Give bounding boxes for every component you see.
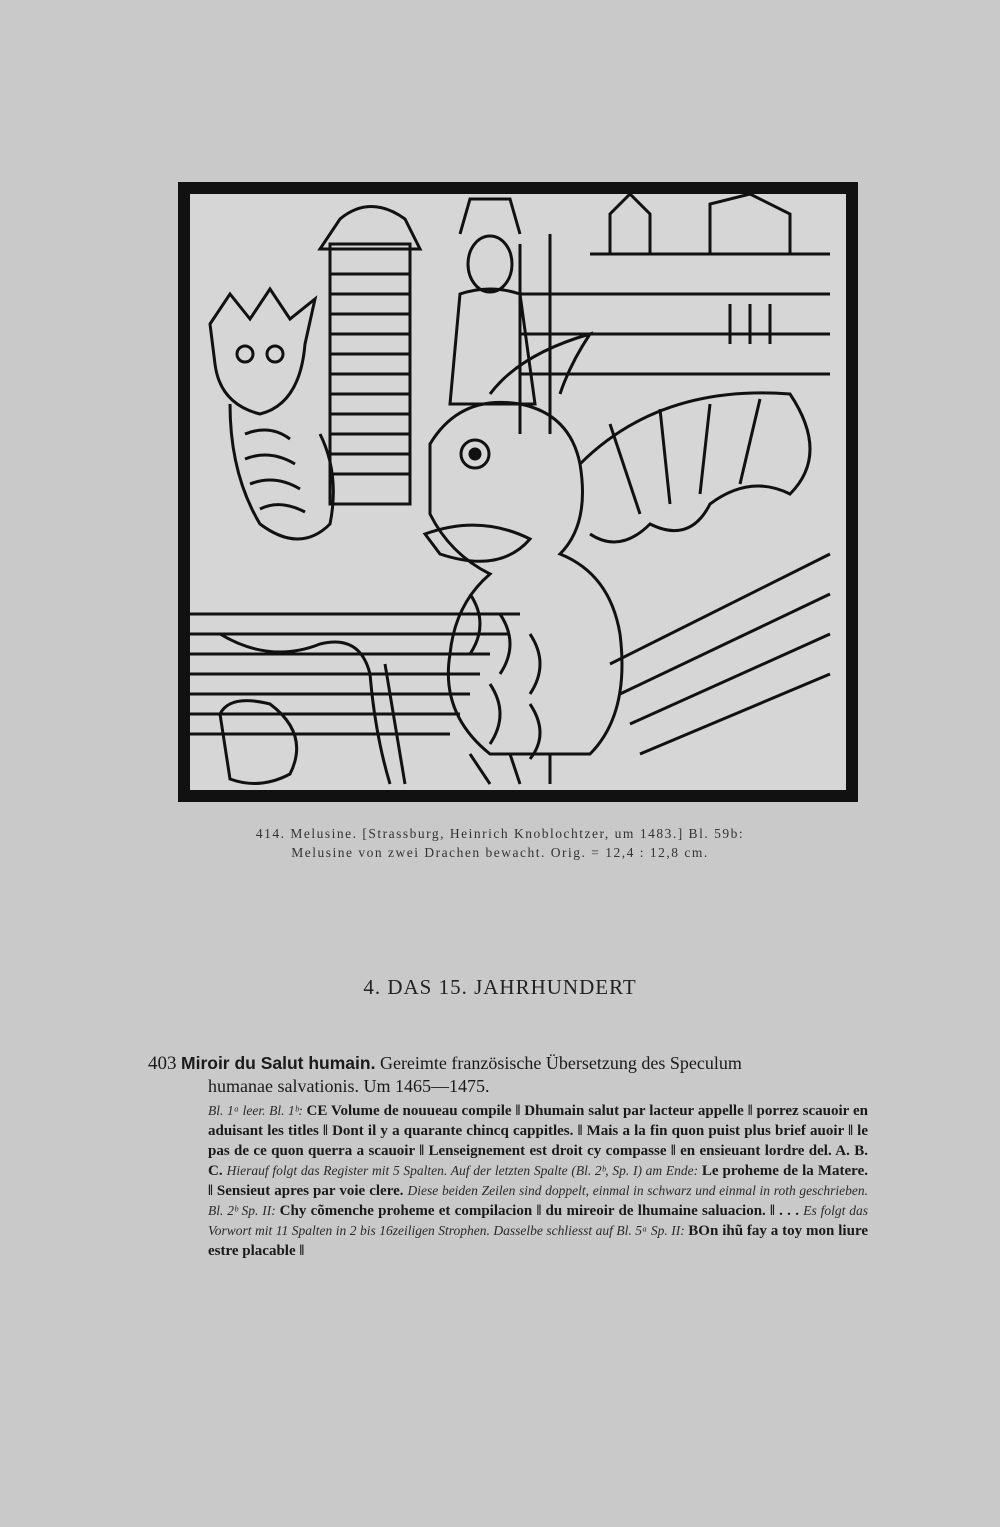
figure-caption-line-2: Melusine von zwei Drachen bewacht. Orig. = 12,4 : 12,8 cm. (291, 845, 709, 860)
description-segment: Bl. 1ᵃ leer. Bl. 1ᵇ: (208, 1103, 307, 1118)
description-segment: Le proheme de la Matere. ‖ Sensieut apres par voie clere. (208, 1163, 868, 1199)
catalog-entry (148, 1052, 868, 1261)
description-segment: Hierauf folgt das Register mit 5 Spalten. Auf der letzten Spalte (Bl. 2ᵇ, Sp. I) am Ende: (226, 1163, 702, 1178)
description-segment: Diese beiden Zeilen sind doppelt, einmal in schwarz und einmal in roth geschrieben. Bl. 2ᵇ Sp. II: (208, 1183, 868, 1218)
entry-number: 403 (148, 1053, 177, 1074)
figure-caption-line-1: 414. Melusine. [Strassburg, Heinrich Knoblochtzer, um 1483.] Bl. 59b: (255, 826, 745, 841)
melusine-dragons-woodcut (190, 194, 846, 790)
entry-description (148, 1101, 868, 1261)
entry-subtitle-continued: humanae salvationis. Um 1465—1475. (208, 1076, 490, 1096)
entry-title: Miroir du Salut humain. (181, 1053, 376, 1073)
section-heading: 4. DAS 15. JAHRHUNDERT (363, 975, 637, 999)
entry-subtitle: Gereimte französische Übersetzung des Speculum (379, 1053, 742, 1073)
description-segment: CE Volume de nouueau compile ‖ Dhumain salut par lacteur appelle ‖ porrez scauoir en aduisant les titles ‖ Dont il y a quarante chincq cappitles. ‖ Mais a la fin quon puist plus brief auoir ‖ le pas de ce quon querra a scauoir ‖ Lenseignement est droit cy compasse ‖ en ensieuant lordre del. A. B. C. (208, 1103, 869, 1179)
description-segment: BOn ihũ fay a toy mon liure estre placable ‖ (208, 1223, 868, 1259)
description-segment: Chy cõmenche proheme et compilacion ‖ du mireoir de lhumaine saluacion. ‖ . . . (279, 1203, 804, 1219)
description-segment: Es folgt das Vorwort mit 11 Spalten in 2 bis 16zeiligen Strophen. Dasselbe schliesst auf Bl. 5ᵃ Sp. II: (208, 1203, 868, 1238)
entry-heading (148, 1052, 868, 1075)
woodcut-illustration (178, 182, 858, 802)
